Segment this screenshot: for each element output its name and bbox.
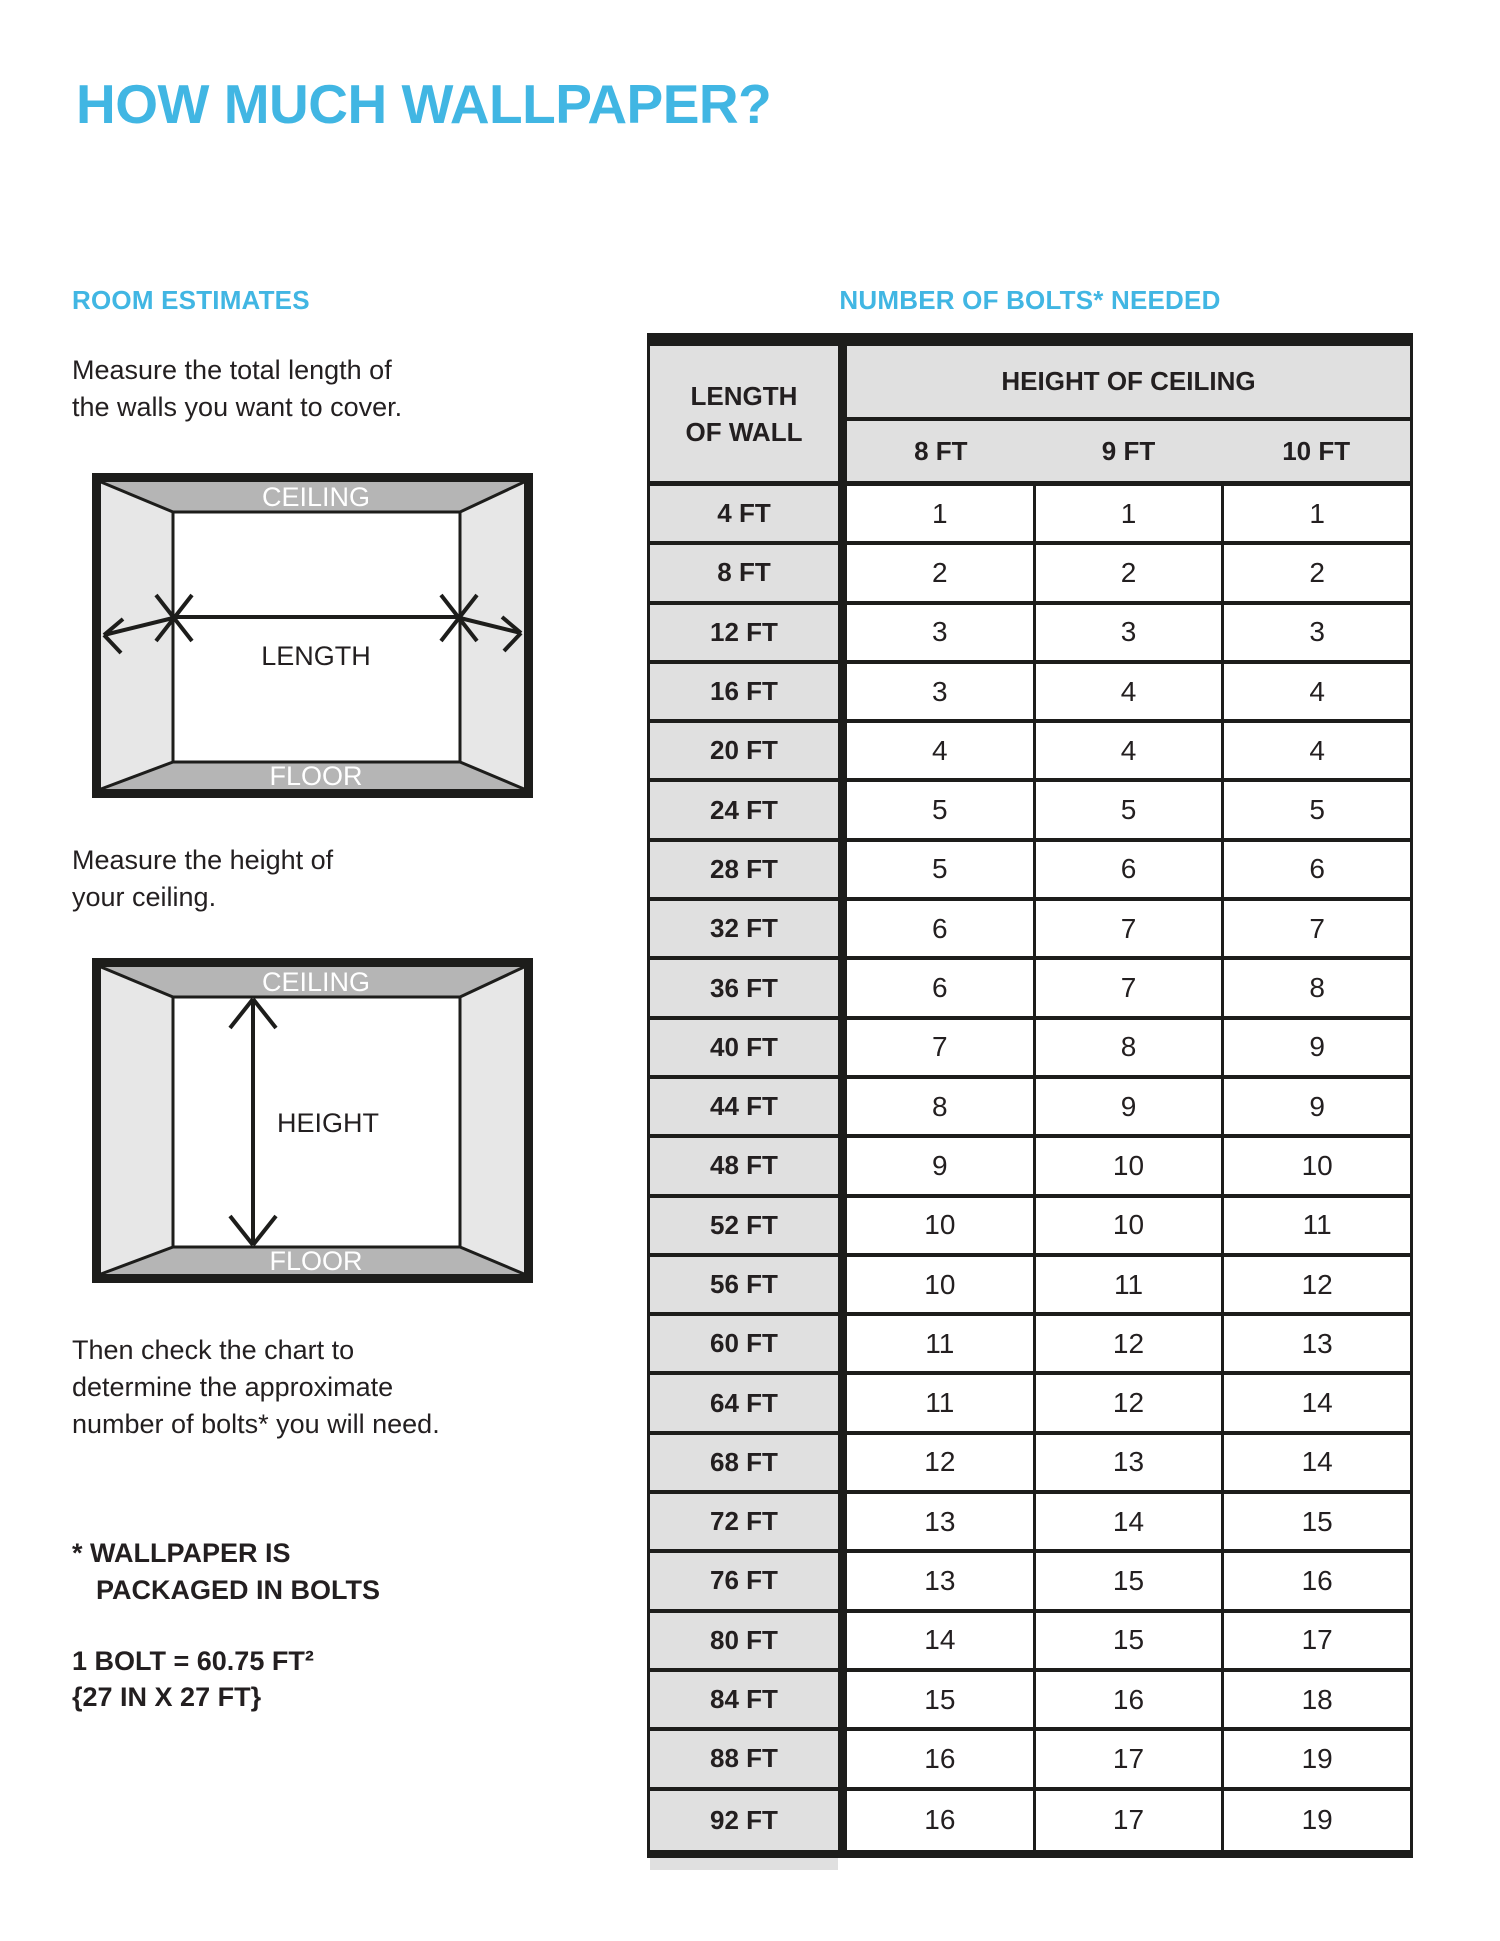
bolts-cell-8ft: 15 bbox=[847, 1672, 1036, 1727]
wall-length-cell: 64 FT bbox=[650, 1375, 838, 1430]
wall-length-cell: 84 FT bbox=[650, 1672, 838, 1727]
table-row bbox=[650, 486, 1410, 545]
bolts-cell-9ft: 1 bbox=[1036, 486, 1225, 541]
bolts-cell-8ft: 12 bbox=[847, 1435, 1036, 1490]
bolts-cell-9ft: 10 bbox=[1036, 1198, 1225, 1253]
bolts-cell-9ft: 5 bbox=[1036, 782, 1225, 837]
right-wall-surface bbox=[460, 482, 524, 789]
wall-length-cell: 80 FT bbox=[650, 1613, 838, 1668]
bolts-cell-8ft: 3 bbox=[847, 664, 1036, 719]
bolts-cell-8ft: 10 bbox=[847, 1198, 1036, 1253]
table-row bbox=[650, 1138, 1410, 1197]
bolts-cell-8ft: 16 bbox=[847, 1731, 1036, 1786]
wall-length-cell: 76 FT bbox=[650, 1553, 838, 1608]
page-title: HOW MUCH WALLPAPER? bbox=[76, 73, 772, 135]
table-row bbox=[650, 1020, 1410, 1079]
column-divider bbox=[838, 1257, 847, 1312]
bolts-cell-8ft: 3 bbox=[847, 605, 1036, 660]
wall-length-cell: 36 FT bbox=[650, 960, 838, 1015]
column-divider bbox=[838, 1435, 847, 1490]
bolt-size-spec bbox=[72, 1643, 314, 1715]
bolts-cell-10ft: 5 bbox=[1224, 782, 1410, 837]
bolts-cell-8ft: 6 bbox=[847, 901, 1036, 956]
floor-label: FLOOR bbox=[269, 1246, 363, 1276]
column-divider bbox=[838, 1138, 847, 1193]
table-row bbox=[650, 1198, 1410, 1257]
bolts-cell-9ft: 14 bbox=[1036, 1494, 1225, 1549]
wall-length-cell: 52 FT bbox=[650, 1198, 838, 1253]
bolts-cell-9ft: 9 bbox=[1036, 1079, 1225, 1134]
table-footer-strip bbox=[650, 1858, 838, 1870]
bolts-cell-9ft: 15 bbox=[1036, 1553, 1225, 1608]
bolt-spec-line: 1 BOLT = 60.75 FT² bbox=[72, 1646, 314, 1676]
bolts-cell-8ft: 10 bbox=[847, 1257, 1036, 1312]
bolts-table bbox=[647, 333, 1413, 1858]
column-divider bbox=[838, 664, 847, 719]
bolts-cell-10ft: 15 bbox=[1224, 1494, 1410, 1549]
bolts-cell-9ft: 7 bbox=[1036, 901, 1225, 956]
table-row bbox=[650, 723, 1410, 782]
wall-length-cell: 8 FT bbox=[650, 545, 838, 600]
footnote-line: PACKAGED IN BOLTS bbox=[96, 1575, 381, 1605]
bolts-cell-10ft: 7 bbox=[1224, 901, 1410, 956]
height-of-ceiling-header-group bbox=[847, 346, 1410, 481]
bolts-cell-10ft: 6 bbox=[1224, 842, 1410, 897]
bolts-cell-8ft: 13 bbox=[847, 1553, 1036, 1608]
column-divider bbox=[838, 723, 847, 778]
table-row bbox=[650, 664, 1410, 723]
bolts-cell-10ft: 10 bbox=[1224, 1138, 1410, 1193]
column-divider bbox=[838, 901, 847, 956]
bolts-cell-10ft: 16 bbox=[1224, 1553, 1410, 1608]
wall-length-cell: 40 FT bbox=[650, 1020, 838, 1075]
bolts-cell-10ft: 13 bbox=[1224, 1316, 1410, 1371]
wall-length-cell: 56 FT bbox=[650, 1257, 838, 1312]
table-row bbox=[650, 545, 1410, 604]
bolts-cell-10ft: 3 bbox=[1224, 605, 1410, 660]
wall-length-cell: 44 FT bbox=[650, 1079, 838, 1134]
bolts-cell-9ft: 8 bbox=[1036, 1020, 1225, 1075]
bolts-cell-10ft: 14 bbox=[1224, 1375, 1410, 1430]
subheader-9ft: 9 FT bbox=[1101, 435, 1156, 466]
table-row bbox=[650, 1672, 1410, 1731]
column-divider bbox=[838, 842, 847, 897]
section-heading-bolts-needed: NUMBER OF BOLTS* NEEDED bbox=[839, 285, 1221, 315]
bolts-cell-10ft: 4 bbox=[1224, 664, 1410, 719]
header-line: OF WALL bbox=[685, 416, 803, 447]
column-divider bbox=[838, 1375, 847, 1430]
column-divider bbox=[838, 1553, 847, 1608]
table-row bbox=[650, 1435, 1410, 1494]
table-row bbox=[650, 605, 1410, 664]
bolts-cell-10ft: 19 bbox=[1224, 1791, 1410, 1850]
wall-length-cell: 20 FT bbox=[650, 723, 838, 778]
bolts-cell-9ft: 17 bbox=[1036, 1791, 1225, 1850]
bolts-cell-8ft: 11 bbox=[847, 1375, 1036, 1430]
subheader-10ft: 10 FT bbox=[1282, 435, 1351, 466]
wall-length-cell: 12 FT bbox=[650, 605, 838, 660]
bolts-cell-8ft: 6 bbox=[847, 960, 1036, 1015]
table-body bbox=[650, 486, 1410, 1850]
bolt-spec-line: {27 IN X 27 FT} bbox=[72, 1682, 262, 1712]
bolts-cell-10ft: 2 bbox=[1224, 545, 1410, 600]
ceiling-label: CEILING bbox=[261, 967, 371, 997]
column-divider bbox=[838, 1316, 847, 1371]
bolts-cell-9ft: 16 bbox=[1036, 1672, 1225, 1727]
bolts-cell-9ft: 3 bbox=[1036, 605, 1225, 660]
column-divider bbox=[838, 486, 847, 541]
column-divider bbox=[838, 1791, 847, 1850]
table-row bbox=[650, 842, 1410, 901]
table-row bbox=[650, 1257, 1410, 1316]
column-divider bbox=[838, 346, 847, 481]
wall-length-cell: 28 FT bbox=[650, 842, 838, 897]
subheader-8ft: 8 FT bbox=[914, 435, 968, 466]
left-wall-surface bbox=[101, 967, 173, 1274]
column-divider bbox=[838, 1020, 847, 1075]
bolts-cell-9ft: 17 bbox=[1036, 1731, 1225, 1786]
bolts-cell-9ft: 13 bbox=[1036, 1435, 1225, 1490]
bolts-cell-8ft: 13 bbox=[847, 1494, 1036, 1549]
instruction-paragraph-length bbox=[72, 352, 402, 426]
bolts-cell-8ft: 5 bbox=[847, 782, 1036, 837]
footnote-line: * WALLPAPER IS bbox=[72, 1538, 291, 1568]
bolts-cell-10ft: 18 bbox=[1224, 1672, 1410, 1727]
bolts-cell-10ft: 9 bbox=[1224, 1020, 1410, 1075]
wall-length-cell: 32 FT bbox=[650, 901, 838, 956]
bolts-cell-9ft: 6 bbox=[1036, 842, 1225, 897]
bolts-cell-9ft: 15 bbox=[1036, 1613, 1225, 1668]
wall-length-cell: 48 FT bbox=[650, 1138, 838, 1193]
bolts-cell-8ft: 1 bbox=[847, 486, 1036, 541]
bolts-cell-8ft: 16 bbox=[847, 1791, 1036, 1850]
bolts-cell-10ft: 12 bbox=[1224, 1257, 1410, 1312]
table-row bbox=[650, 782, 1410, 841]
room-height-diagram bbox=[92, 958, 533, 1283]
bolts-cell-10ft: 1 bbox=[1224, 486, 1410, 541]
paragraph-line: Then check the chart to bbox=[72, 1335, 355, 1365]
bolts-cell-8ft: 5 bbox=[847, 842, 1036, 897]
bolts-cell-10ft: 17 bbox=[1224, 1613, 1410, 1668]
paragraph-line: Measure the total length of bbox=[72, 355, 392, 385]
length-of-wall-header bbox=[650, 346, 838, 481]
paragraph-line: your ceiling. bbox=[72, 882, 217, 912]
wallpaper-bolts-footnote bbox=[72, 1535, 380, 1609]
wall-length-cell: 88 FT bbox=[650, 1731, 838, 1786]
bolts-cell-10ft: 9 bbox=[1224, 1079, 1410, 1134]
column-divider bbox=[838, 605, 847, 660]
bolts-cell-9ft: 4 bbox=[1036, 723, 1225, 778]
bolts-cell-9ft: 10 bbox=[1036, 1138, 1225, 1193]
column-divider bbox=[838, 782, 847, 837]
section-heading-room-estimates: ROOM ESTIMATES bbox=[72, 285, 310, 315]
right-wall-surface bbox=[460, 967, 524, 1274]
column-divider bbox=[838, 545, 847, 600]
paragraph-line: determine the approximate bbox=[72, 1372, 394, 1402]
bolts-cell-8ft: 2 bbox=[847, 545, 1036, 600]
table-row bbox=[650, 1494, 1410, 1553]
ceiling-label: CEILING bbox=[261, 482, 371, 512]
table-row bbox=[650, 901, 1410, 960]
bolts-cell-9ft: 11 bbox=[1036, 1257, 1225, 1312]
bolts-cell-8ft: 8 bbox=[847, 1079, 1036, 1134]
column-divider bbox=[838, 1494, 847, 1549]
header-line: LENGTH bbox=[690, 380, 798, 411]
height-of-ceiling-header: HEIGHT OF CEILING bbox=[847, 346, 1410, 421]
wall-length-cell: 16 FT bbox=[650, 664, 838, 719]
bolts-cell-10ft: 8 bbox=[1224, 960, 1410, 1015]
wall-length-cell: 72 FT bbox=[650, 1494, 838, 1549]
room-length-diagram bbox=[92, 473, 533, 798]
paragraph-line: the walls you want to cover. bbox=[72, 392, 403, 422]
paragraph-line: Measure the height of bbox=[72, 845, 334, 875]
bolts-cell-9ft: 2 bbox=[1036, 545, 1225, 600]
floor-label: FLOOR bbox=[269, 761, 363, 791]
table-row bbox=[650, 1613, 1410, 1672]
column-divider bbox=[838, 1198, 847, 1253]
bolts-cell-8ft: 11 bbox=[847, 1316, 1036, 1371]
bolts-cell-8ft: 7 bbox=[847, 1020, 1036, 1075]
bolts-cell-9ft: 12 bbox=[1036, 1316, 1225, 1371]
height-label: HEIGHT bbox=[277, 1108, 380, 1138]
length-label: LENGTH bbox=[261, 641, 371, 671]
column-divider bbox=[838, 1613, 847, 1668]
table-row bbox=[650, 1079, 1410, 1138]
column-divider bbox=[838, 1079, 847, 1134]
table-row bbox=[650, 1791, 1410, 1850]
bolts-cell-10ft: 4 bbox=[1224, 723, 1410, 778]
column-divider bbox=[838, 960, 847, 1015]
table-header bbox=[650, 346, 1410, 486]
paragraph-line: number of bolts* you will need. bbox=[72, 1409, 440, 1439]
column-divider bbox=[838, 1731, 847, 1786]
column-divider bbox=[838, 1672, 847, 1727]
ceiling-height-subheaders bbox=[847, 421, 1410, 481]
wall-length-cell: 92 FT bbox=[650, 1791, 838, 1850]
bolts-cell-10ft: 19 bbox=[1224, 1731, 1410, 1786]
wall-length-cell: 68 FT bbox=[650, 1435, 838, 1490]
table-row bbox=[650, 1731, 1410, 1790]
bolts-cell-9ft: 7 bbox=[1036, 960, 1225, 1015]
table-row bbox=[650, 1316, 1410, 1375]
table-row bbox=[650, 1553, 1410, 1612]
bolts-cell-10ft: 14 bbox=[1224, 1435, 1410, 1490]
bolts-cell-8ft: 4 bbox=[847, 723, 1036, 778]
bolts-cell-10ft: 11 bbox=[1224, 1198, 1410, 1253]
bolts-cell-9ft: 12 bbox=[1036, 1375, 1225, 1430]
instruction-paragraph-chart bbox=[72, 1332, 440, 1443]
table-row bbox=[650, 960, 1410, 1019]
table-row bbox=[650, 1375, 1410, 1434]
bolts-cell-9ft: 4 bbox=[1036, 664, 1225, 719]
bolts-cell-8ft: 9 bbox=[847, 1138, 1036, 1193]
wall-length-cell: 60 FT bbox=[650, 1316, 838, 1371]
wall-length-cell: 4 FT bbox=[650, 486, 838, 541]
instruction-paragraph-height bbox=[72, 842, 333, 916]
wall-length-cell: 24 FT bbox=[650, 782, 838, 837]
bolts-cell-8ft: 14 bbox=[847, 1613, 1036, 1668]
